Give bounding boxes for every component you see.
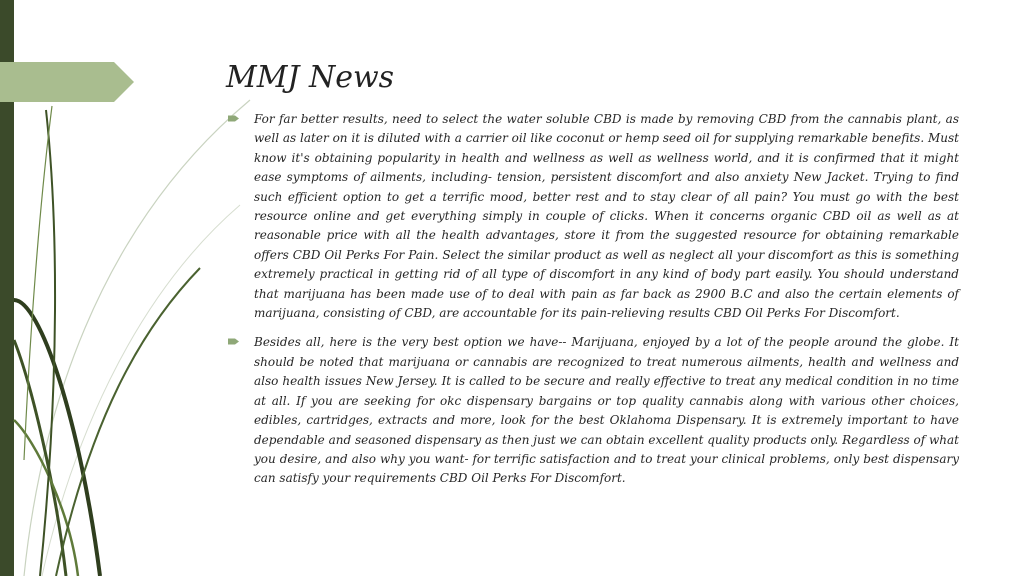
stem-light-1	[24, 100, 250, 576]
stem-thin-1	[24, 106, 52, 460]
bullet-item-1	[226, 110, 959, 323]
arrow-bullet-icon	[228, 114, 239, 123]
bullet-text-2: Besides all, here is the very best option we have-- Marijuana, enjoyed by a lot of the people around the globe. It should be noted that marijuana or cannabis are recognized to treat numerous ailments, health and wellness and also health issues New Jersey. It is called to be secure and really effective to treat any medical condition in no time at all. If you are seeking for okc dispensary bargains or top quality cannabis along with various other choices, edibles, cartridges, extracts and more, look for the best Oklahoma Dispensary. It is extremely important to have dependable and seasoned dispensary as then just we can obtain excellent quality products only. Regardless of what you desire, and also why you want- for terrific satisfaction and to treat your clinical problems, only best dispensary can satisfy your requirements CBD Oil Perks For Discomfort.	[254, 335, 959, 486]
arrow-bullet-icon	[228, 337, 239, 346]
bullet-list	[226, 110, 959, 499]
slide-title: MMJ News	[226, 60, 395, 95]
bullet-text-1: For far better results, need to select the water soluble CBD is made by removing CBD from the cannabis plant, as well as later on it is diluted with a carrier oil like coconut or hemp seed oil for supplying remarkable benefits. Must know it's obtaining popularity in health and wellness as well as wellness world, and it is confirmed that it might ease symptoms of ailments, including- tension, persistent discomfort and also anxiety New Jacket. Trying to find such efficient option to get a terrific mood, better rest and to stay clear of all pain? You must go with the best resource online and get everything simply in couple of clicks. When it concerns organic CBD oil as well as at reasonable price with all the health advantages, store it from the suggested resource for obtaining remarkable offers CBD Oil Perks For Pain. Select the similar product as well as neglect all your discomfort as this is something extremely practical in getting rid of all type of discomfort in any kind of body part easily. You should understand that marijuana has been made use of to deal with pain as far back as 2900 B.C and also the certain elements of marijuana, consisting of CBD, are accountable for its pain-relieving results CBD Oil Perks For Discomfort.	[254, 112, 959, 321]
stem-mid-3	[56, 268, 200, 576]
stem-dark-1	[14, 300, 100, 576]
bullet-item-2	[226, 333, 959, 488]
title-arrow-shape	[0, 62, 134, 102]
stem-light-2	[42, 205, 240, 576]
